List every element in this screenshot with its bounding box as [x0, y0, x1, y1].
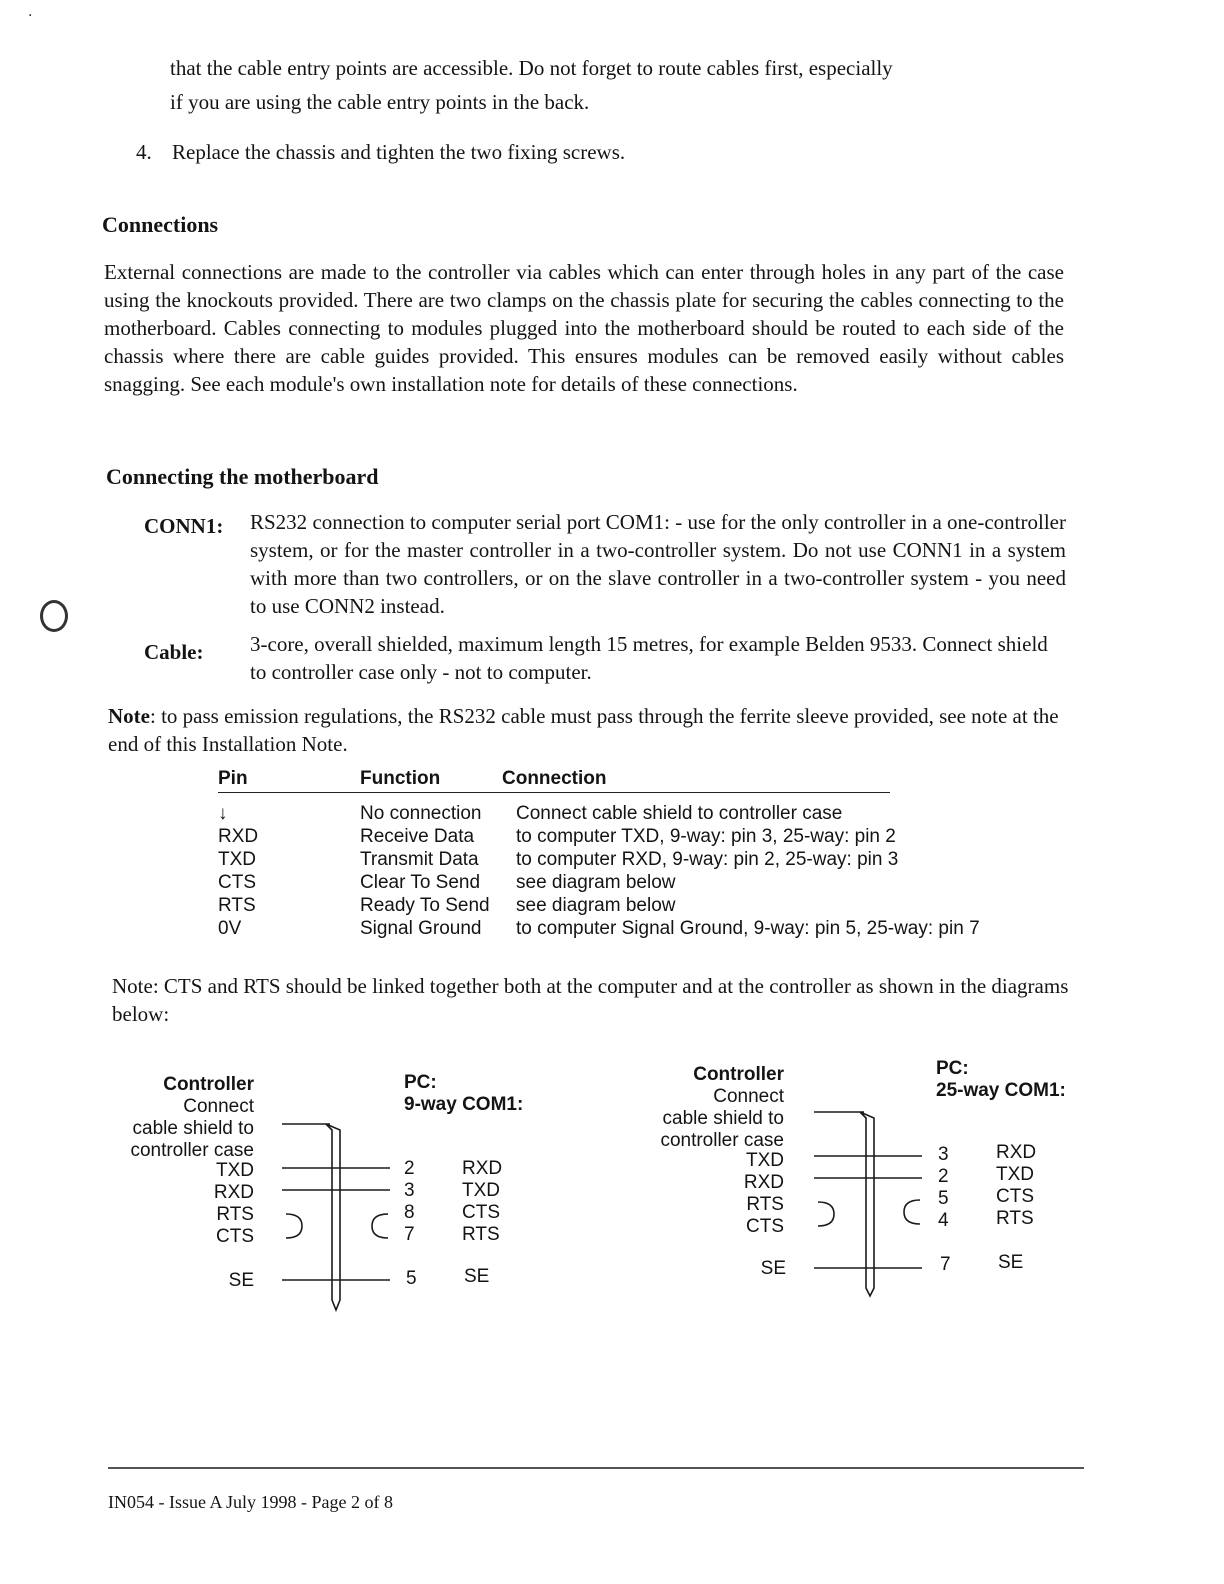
d1-pc-title-line: 9-way COM1: — [404, 1094, 524, 1115]
connections-heading: Connections — [102, 212, 219, 237]
d2-pc-se-number: 7 — [940, 1254, 951, 1275]
d1-pc-se-number: 5 — [406, 1268, 417, 1289]
cable-label: Cable: — [144, 640, 204, 664]
d1-pc-number: 3 — [404, 1180, 415, 1201]
page-footer: IN054 - Issue A July 1998 - Page 2 of 8 — [108, 1492, 393, 1512]
scan-speck: · — [28, 8, 33, 24]
d2-shield-line: Connect — [713, 1086, 784, 1107]
d2-shield-line: controller case — [660, 1130, 784, 1151]
table-cell: see diagram below — [516, 895, 676, 916]
d1-controller-pin: RXD — [213, 1182, 254, 1203]
d2-controller-pin: RXD — [743, 1172, 784, 1193]
d1-pc-signal: CTS — [462, 1202, 500, 1223]
d1-controller-title: Controller — [163, 1074, 254, 1095]
cable-sheath — [326, 1124, 340, 1310]
note-text: : to pass emission regulations, the RS232 cable must pass through the ferrite sleeve provided, see note at the end of this Installation Note. — [108, 704, 1059, 756]
table-cell: ↓ — [218, 803, 228, 824]
d2-pc-signal: TXD — [996, 1164, 1034, 1185]
table-cell: to computer Signal Ground, 9-way: pin 5, 25-way: pin 7 — [516, 918, 980, 939]
table-cell: No connection — [360, 803, 482, 824]
table-cell: Clear To Send — [360, 872, 481, 893]
table-cell: Connect cable shield to controller case — [516, 803, 843, 824]
conn1-text: RS232 connection to computer serial port COM1: - use for the only controller in a one-controller system, or for the master controller in a two-controller system. Do not use CONN1 in a system with more than two controllers, or on the slave controller in a two-controller system - you need to use CONN2 instead. — [250, 510, 1066, 618]
table-cell: to computer TXD, 9-way: pin 3, 25-way: pin 2 — [516, 826, 896, 847]
wiring-25way — [814, 1112, 922, 1296]
d1-controller-pin: TXD — [216, 1160, 254, 1181]
d2-controller-title: Controller — [693, 1064, 784, 1085]
table-cell: CTS — [218, 872, 256, 893]
rts-cts-link-controller — [818, 1202, 834, 1226]
pin-header: Pin — [218, 768, 248, 789]
table-cell: RXD — [218, 826, 259, 847]
d1-controller-pin: CTS — [216, 1226, 254, 1247]
d1-pc-signal: RXD — [462, 1158, 503, 1179]
intro-line-2: if you are using the cable entry points in the back. — [170, 90, 590, 114]
motherboard-heading: Connecting the motherboard — [106, 464, 379, 489]
step-number: 4. — [136, 140, 152, 164]
d2-pc-title-line: 25-way COM1: — [936, 1080, 1066, 1101]
table-cell: Signal Ground — [360, 918, 482, 939]
table-cell: RTS — [218, 895, 256, 916]
connections-text: External connections are made to the controller via cables which can enter through holes in any part of the case using the knockouts provided. There are two clamps on the chassis plate for securing the cables connecting to the motherboard. Cables connecting to modules plugged into the motherboard should be routed to each side of the chassis where there are cable guides provided. This ensures modules can be removed easily without cables snagging. See each module's own installation note for details of these connections. — [104, 260, 1064, 396]
connection-header: Connection — [502, 768, 607, 789]
step-text: Replace the chassis and tighten the two fixing screws. — [172, 140, 626, 164]
d1-pc-se: SE — [464, 1266, 490, 1287]
d1-shield-line: Connect — [183, 1096, 254, 1117]
d1-shield-line: controller case — [130, 1140, 254, 1161]
d2-controller-pin: RTS — [746, 1194, 784, 1215]
d2-pc-title-line: PC: — [936, 1058, 969, 1079]
table-cell: see diagram below — [516, 872, 676, 893]
d2-pc-se: SE — [998, 1252, 1024, 1273]
intro-line-1: that the cable entry points are accessible. Do not forget to route cables first, especially — [170, 56, 893, 80]
d1-pc-title-line: PC: — [404, 1072, 437, 1093]
table-cell: Ready To Send — [360, 895, 490, 916]
d1-controller-pin: RTS — [216, 1204, 254, 1225]
d2-pc-number: 5 — [938, 1188, 949, 1209]
note-label: Note — [108, 704, 150, 728]
d1-pc-number: 7 — [404, 1224, 415, 1245]
rts-cts-link-controller — [286, 1214, 302, 1238]
d2-controller-se: SE — [760, 1258, 786, 1279]
d2-controller-pin: TXD — [746, 1150, 784, 1171]
table-cell: Receive Data — [360, 826, 475, 847]
d2-pc-signal: RXD — [996, 1142, 1037, 1163]
rts-cts-link-pc — [904, 1200, 920, 1224]
d1-pc-number: 8 — [404, 1202, 415, 1223]
function-header: Function — [360, 768, 441, 789]
d1-pc-number: 2 — [404, 1158, 415, 1179]
d2-controller-pin: CTS — [746, 1216, 784, 1237]
table-cell: TXD — [218, 849, 256, 870]
wiring-9way — [282, 1124, 390, 1310]
d2-pc-signal: RTS — [996, 1208, 1034, 1229]
d2-pc-signal: CTS — [996, 1186, 1034, 1207]
table-cell: to computer RXD, 9-way: pin 2, 25-way: pin 3 — [516, 849, 899, 870]
d2-pc-number: 2 — [938, 1166, 949, 1187]
rts-cts-link-pc — [372, 1214, 388, 1238]
d1-controller-se: SE — [228, 1270, 254, 1291]
d1-pc-signal: TXD — [462, 1180, 500, 1201]
d1-pc-signal: RTS — [462, 1224, 500, 1245]
table-cell: 0V — [218, 918, 242, 939]
conn1-label: CONN1: — [144, 514, 224, 538]
d2-pc-number: 3 — [938, 1144, 949, 1165]
d1-shield-line: cable shield to — [132, 1118, 254, 1139]
table-cell: Transmit Data — [360, 849, 479, 870]
d2-pc-number: 4 — [938, 1210, 949, 1231]
cable-text: 3-core, overall shielded, maximum length 15 metres, for example Belden 9533. Connect shield to controller case only - not to computer. — [250, 632, 1048, 684]
link-note-text: Note: CTS and RTS should be linked together both at the computer and at the controller as shown in the diagrams below: — [112, 974, 1069, 1026]
d2-shield-line: cable shield to — [662, 1108, 784, 1129]
